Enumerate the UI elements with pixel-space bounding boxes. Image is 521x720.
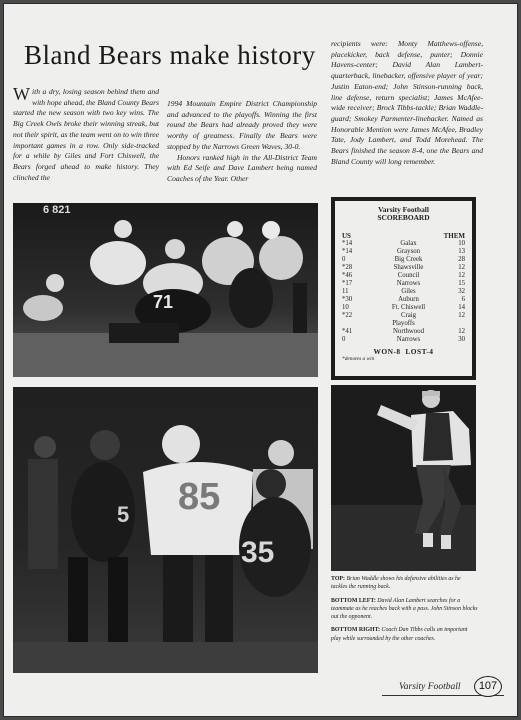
passer-jersey-number: 85 bbox=[178, 476, 221, 518]
score-us: *30 bbox=[342, 296, 353, 304]
win-footnote: *denotes a win bbox=[342, 356, 375, 363]
them-header: THEM bbox=[443, 232, 465, 240]
scoreboard-row bbox=[342, 336, 465, 344]
score-opponent: Ft. Chiswell bbox=[391, 304, 426, 312]
photo-pass bbox=[13, 387, 318, 673]
score-them: 13 bbox=[458, 248, 465, 256]
score-us: *17 bbox=[342, 280, 353, 288]
playoffs-label: Playoffs bbox=[392, 320, 415, 328]
scoreboard-row bbox=[342, 288, 465, 296]
caption-bottom-left-label: BOTTOM LEFT: bbox=[331, 597, 376, 604]
scoreboard-games bbox=[342, 240, 465, 320]
scoreboard-row bbox=[342, 272, 465, 280]
score-opponent: Giles bbox=[401, 288, 416, 296]
stadium-scoreboard-digits: 6 821 bbox=[43, 204, 71, 216]
score-opponent: Council bbox=[397, 272, 420, 280]
score-us: 0 bbox=[342, 336, 346, 344]
article-column-1 bbox=[13, 84, 159, 183]
score-us: *46 bbox=[342, 272, 353, 280]
score-opponent: Galax bbox=[400, 240, 417, 247]
caption-bottom-right bbox=[331, 626, 478, 643]
article-column-3 bbox=[331, 39, 483, 167]
scoreboard-row bbox=[342, 264, 465, 272]
score-them: 32 bbox=[458, 288, 465, 296]
column-2-paragraph-2: Honors ranked high in the All-District Team with Ed Seife and Dave Lambert being named Coaches of the Year. Other bbox=[167, 152, 317, 183]
score-them: 6 bbox=[461, 296, 465, 304]
won-record: WON-8 bbox=[373, 347, 401, 357]
us-header: US bbox=[342, 232, 351, 240]
column-2-paragraph-1: 1994 Mountain Empire District Championship and advanced to the playoffs. Winning the first round the Bears had already proved they were worthy of greatness. Finally the Bears were stopped by the Narrows Green Waves, 30-0. bbox=[167, 99, 317, 151]
score-opponent: Grayson bbox=[396, 248, 421, 256]
scoreboard-title: Varsity Football bbox=[378, 205, 429, 214]
yearbook-page bbox=[3, 3, 518, 717]
column-3-text: recipients were: Monty Matthews-offense, placekicker, back defense, punter; Donnie Havens-center; David Alan Lambert-quarterback, linebacker, offensive player of year; Justin Eaton-end; John Stinson-running back, line defense, return specialist; James McAfee-wide receiver; Brock Tibbs-tackle; Brian Waddle-guard; Smokey Parmenter-linebacker. Named as Honorable Mention were James McAfee, Bradley Tate, Jody Lambert, and Todd Morehead. The Bears finished the season 8-4, one the Bears and Bland County will long remember. bbox=[331, 39, 483, 166]
scoreboard-playoff-games bbox=[342, 328, 465, 344]
article-column-2 bbox=[167, 99, 317, 185]
caption-bottom-left bbox=[331, 597, 478, 622]
score-opponent: Auburn bbox=[398, 296, 419, 304]
scoreboard-row bbox=[342, 328, 465, 336]
drop-cap: W bbox=[13, 84, 30, 104]
scoreboard-row bbox=[342, 256, 465, 264]
photo-coach bbox=[331, 385, 476, 571]
score-opponent: Craig bbox=[400, 312, 417, 320]
scoreboard-row bbox=[342, 304, 465, 312]
top-photo-jersey-number: 71 bbox=[153, 292, 174, 312]
score-opponent: Big Creek bbox=[394, 256, 423, 264]
blocker-jersey-number: 35 bbox=[241, 536, 275, 569]
score-us: *41 bbox=[342, 327, 353, 335]
scoreboard-row bbox=[342, 280, 465, 288]
caption-top-text: Brian Waddle shows his defensive abilities as he tackles the running back. bbox=[331, 576, 461, 591]
caption-top-label: TOP: bbox=[331, 576, 345, 582]
photo-captions bbox=[331, 575, 478, 648]
column-1-text: ith a dry, losing season behind them and with hope ahead, the Bland County Bears started the new season with two key wins. The Big Creek Owls broke their winning streak, but not their spirit, as the team went on to win three important games in a row. Only side-tracked for a while by Giles and Fort Chiswell, the Bears forged ahead to make history. They clinched the bbox=[13, 87, 159, 182]
score-us: *14 bbox=[342, 248, 353, 256]
score-them: 28 bbox=[458, 256, 465, 264]
scoreboard-row bbox=[342, 248, 465, 256]
score-them: 12 bbox=[458, 327, 465, 335]
score-them: 10 bbox=[458, 240, 465, 247]
score-opponent: Shawsville bbox=[393, 264, 424, 272]
score-them: 30 bbox=[458, 336, 465, 344]
score-opponent: Narrows bbox=[396, 280, 421, 288]
page-number: 107 bbox=[474, 676, 502, 697]
caption-bottom-right-label: BOTTOM RIGHT: bbox=[331, 627, 381, 634]
caption-bottom-right-text: Coach Dan Tibbs calls an important play while surrounded by the other coaches. bbox=[331, 627, 468, 642]
score-us: 10 bbox=[342, 304, 349, 312]
scoreboard-row bbox=[342, 296, 465, 304]
photo-tackle bbox=[13, 203, 318, 377]
season-record bbox=[342, 347, 465, 356]
left-player-jersey-number: 5 bbox=[117, 502, 130, 527]
score-us: *14 bbox=[342, 240, 353, 247]
score-us: *22 bbox=[342, 312, 353, 320]
score-opponent: Narrows bbox=[396, 336, 421, 344]
section-label: Varsity Football bbox=[399, 682, 461, 692]
score-us: 0 bbox=[342, 256, 346, 264]
score-them: 12 bbox=[458, 312, 465, 320]
scoreboard-row bbox=[342, 312, 465, 320]
article-title: Bland Bears make history bbox=[24, 40, 316, 70]
scoreboard-subtitle: SCOREBOARD bbox=[377, 213, 430, 222]
score-them: 15 bbox=[458, 280, 465, 288]
score-us: 11 bbox=[342, 288, 349, 296]
score-them: 12 bbox=[458, 272, 465, 280]
caption-top bbox=[331, 575, 478, 592]
lost-record: LOST-4 bbox=[405, 347, 434, 357]
scoreboard-box bbox=[331, 197, 476, 380]
score-them: 12 bbox=[458, 264, 465, 272]
scoreboard-row bbox=[342, 240, 465, 248]
score-them: 14 bbox=[458, 304, 465, 312]
score-opponent: Northwood bbox=[393, 327, 424, 335]
caption-bottom-left-text: David Alan Lambert searches for a teammate as he reaches back with a pass. John Stinson blocks out the opponent. bbox=[331, 597, 478, 621]
score-us: *28 bbox=[342, 264, 353, 272]
scoreboard-header bbox=[342, 232, 465, 240]
